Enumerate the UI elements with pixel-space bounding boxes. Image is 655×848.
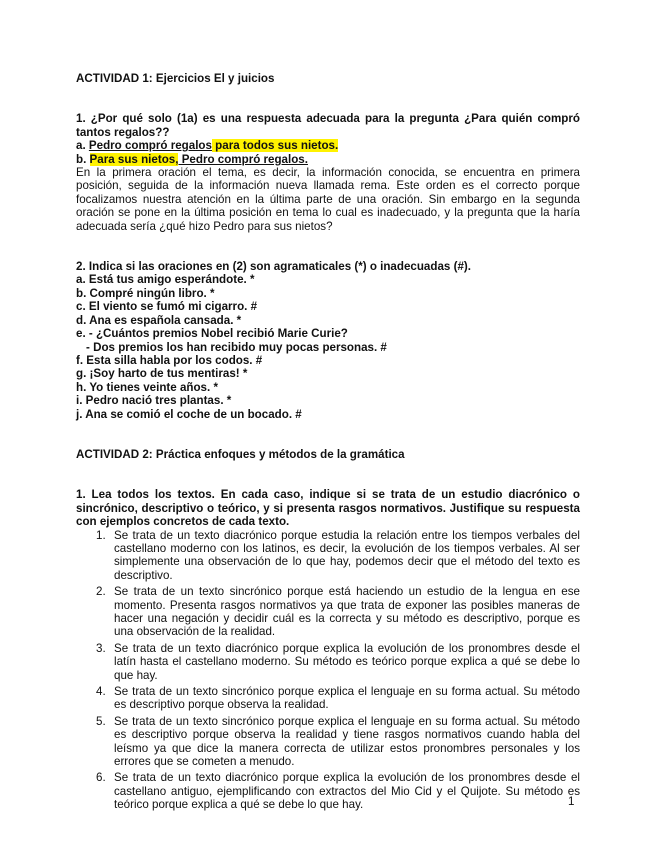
example-e: e. - ¿Cuántos premios Nobel recibió Marie Curie? — [76, 327, 348, 341]
page-number: 1 — [568, 795, 575, 808]
list-item-text: Se trata de un texto sincrónico porque está haciendo un estudio de la lengua en ese momento. Presenta rasgos normativos ya que trata de exponer las posibles maneras de hacer una negación y decidir cuál es la correcta y su método es descriptivo, porque es una observación de la realidad. — [114, 585, 580, 639]
activity2-question1: 1. Lea todos los textos. En cada caso, indique si se trata de un estudio diacrónico o sincrónico, descriptivo o teórico, y si presenta rasgos normativos. Justifique su respuesta con ejemplos concretos de cada texto. — [76, 488, 580, 529]
activity2-title: ACTIVIDAD 2: Práctica enfoques y métodos de la gramática — [76, 447, 405, 461]
option-b-part1: Para sus nietos, — [89, 152, 179, 166]
list-item-number: 6. — [96, 771, 106, 785]
list-item-number: 1. — [96, 528, 106, 542]
option-a-part2: para todos sus nietos. — [211, 139, 339, 153]
list-item-text: Se trata de un texto sincrónico porque explica el lenguaje en su forma actual. Su método es descriptivo porque observa la realidad. — [114, 685, 580, 712]
list-item-text: Se trata de un texto diacrónico porque estudia la relación entre los tiempos verbales del castellano moderno con los latinos, es decir, la evolución de los tiempos verbales. Al ser simplemente una observación de lo que hay, podemos decir que el método del texto es descriptivo. — [114, 528, 580, 582]
example-b: b. Compré ningún libro. * — [76, 286, 215, 300]
example-j: j. Ana se comió el coche de un bocado. # — [76, 407, 302, 421]
activity1-answer1: En la primera oración el tema, es decir, la información conocida, se encuentra en primera posición, seguida de la información nueva llamada rema. Este orden es el correcto porque focalizamos nuestra atención en la última parte de una oración. Sin embargo en la segunda oración se pone en la última posición en tema lo cual es inadecuado, y la pregunta que la haría adecuada sería ¿qué hizo Pedro para sus nietos? — [76, 166, 580, 233]
option-a-prefix: a. — [76, 139, 89, 153]
activity1-question1: 1. ¿Por qué solo (1a) es una respuesta adecuada para la pregunta ¿Para quién compró tantos regalos?? — [76, 112, 580, 139]
list-item-text: Se trata de un texto diacrónico porque explica la evolución de los pronombres desde el castellano antiguo, ejemplificando con extractos del Mio Cid y el Quijote. Su método es teórico porque explica a qué se debe lo que hay. — [114, 771, 580, 812]
list-item — [76, 771, 580, 811]
example-a: a. Está tus amigo esperándote. * — [76, 273, 255, 287]
activity1-title: ACTIVIDAD 1: Ejercicios El y juicios — [76, 72, 275, 85]
list-item — [76, 685, 580, 712]
list-item — [76, 585, 580, 639]
list-item-number: 4. — [96, 685, 106, 699]
list-item-number: 5. — [96, 714, 106, 728]
list-item-text: Se trata de un texto diacrónico porque explica la evolución de los pronombres desde el latín hasta el castellano moderno. Su método es teórico porque explica a qué se debe lo que hay. — [114, 641, 580, 682]
option-a — [76, 139, 580, 152]
example-i: i. Pedro nació tres plantas. * — [76, 394, 232, 408]
option-b-part2: Pedro compró regalos. — [178, 152, 308, 166]
activity1-question2: 2. Indica si las oraciones en (2) son agramaticales (*) o inadecuadas (#). — [76, 260, 471, 274]
list-item — [76, 642, 580, 682]
example-g: g. ¡Soy harto de tus mentiras! * — [76, 367, 248, 381]
list-item — [76, 529, 580, 583]
example-h: h. Yo tienes veinte años. * — [76, 380, 218, 394]
option-b — [76, 153, 580, 166]
option-b-prefix: b. — [76, 152, 90, 166]
example-e-reply: - Dos premios los han recibido muy pocas personas. # — [86, 340, 387, 354]
list-item-number: 2. — [96, 585, 106, 599]
list-item-text: Se trata de un texto sincrónico porque explica el lenguaje en su forma actual. Su método es descriptivo porque observa la realidad y tiene rasgos normativos cuando habla del leísmo ya que dice la manera correcta de utilizar estos pronombres personales y los errores que se cometen a menudo. — [114, 714, 580, 769]
example-c: c. El viento se fumó mi cigarro. # — [76, 300, 258, 314]
list-item-number: 3. — [96, 641, 106, 655]
answers-list — [76, 529, 580, 812]
option-a-part1: Pedro compró regalos — [88, 139, 212, 153]
document-body — [76, 72, 580, 815]
example-f: f. Esta silla habla por los codos. # — [76, 353, 263, 367]
example-d: d. Ana es española cansada. * — [76, 313, 242, 327]
list-item — [76, 715, 580, 769]
